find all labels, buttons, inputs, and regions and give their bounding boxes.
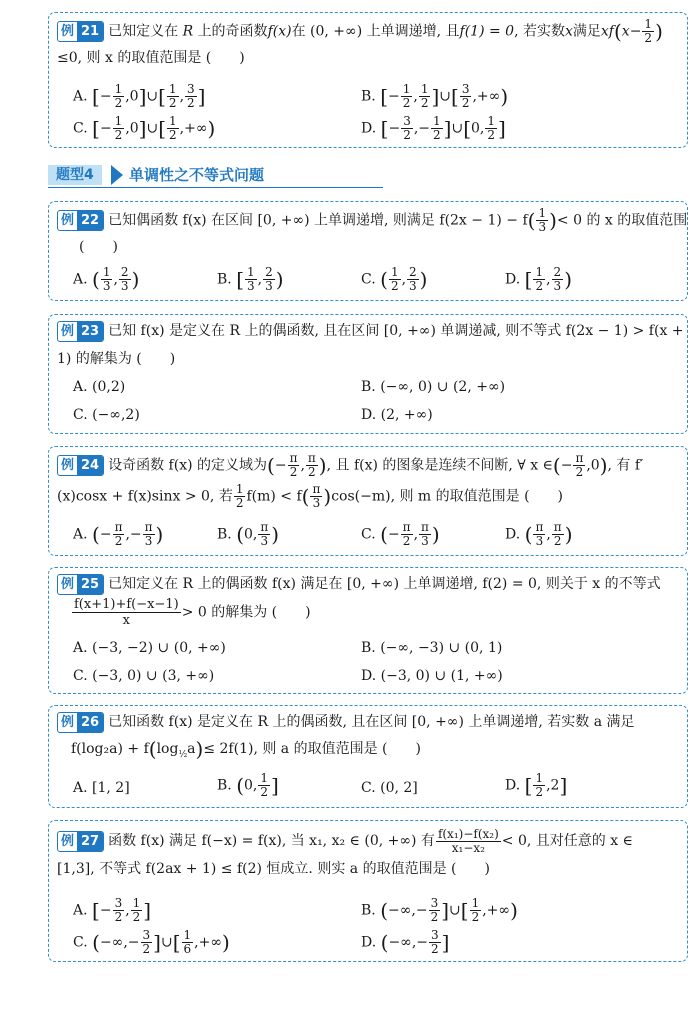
problem-27 — [48, 820, 688, 962]
example-tag: 例 24 — [57, 455, 104, 476]
example-tag: 例 26 — [57, 712, 104, 733]
option-b[interactable]: B. [− $\frac{1}{2}$ , $\frac{1}{2}$ ]∪[ $\frac{3}{2}$ ,+∞) — [361, 82, 509, 110]
problem-26 — [48, 705, 688, 808]
example-tag: 例 25 — [57, 574, 104, 595]
section-label: 题型4 — [48, 165, 102, 185]
problem-24-stem-line1: 例 24 设奇函数 f(x) 的定义域为(− $\frac{\pi}{2}$ , $\frac{\pi}{2}$ ), 且 f(x) 的图象是连续不间断, ∀ x ∈(− $\frac{\pi}{2}$ ,0), 有 f′ — [57, 452, 679, 479]
problem-25-stem-line2: $\frac{f(x+1)+f(-x-1)}{x}$ > 0 的解集为 ( ) — [74, 597, 311, 628]
option-b[interactable]: B. (−∞, 0) ∪ (2, +∞) — [361, 379, 506, 395]
option-a[interactable]: A. [− $\frac{1}{2}$ ,0]∪[ $\frac{1}{2}$ , $\frac{3}{2}$ ] — [73, 82, 206, 110]
option-d[interactable]: D. [− $\frac{3}{2}$ ,− $\frac{1}{2}$ ]∪[0, $\frac{1}{2}$ ] — [361, 114, 506, 142]
section-title: 单调性之不等式问题 — [129, 166, 265, 184]
problem-24 — [48, 446, 688, 556]
option-a[interactable]: A. ( $\frac{1}{3}$ , $\frac{2}{3}$ ) — [73, 265, 140, 293]
option-a[interactable]: A. (0,2) — [73, 379, 126, 395]
problem-22-stem-line1: 例 22 已知偶函数 f(x) 在区间 [0, +∞) 上单调递增, 则满足 f(2x − 1) − f( $\frac{1}{3}$ )< 0 的 x 的取值范围 — [57, 207, 679, 234]
problem-21-stem-line2: ≤0, 则 x 的取值范围是 ( ) — [57, 50, 245, 66]
option-b[interactable]: B. [ $\frac{1}{3}$ , $\frac{2}{3}$ ) — [217, 265, 284, 293]
problem-27-stem-line2: [1,3], 不等式 f(2ax + 1) ≤ f(2) 恒成立. 则实 a 的取值范围是 ( ) — [57, 861, 490, 877]
example-tag: 例 23 — [57, 321, 104, 342]
problem-27-stem-line1: 例 27 函数 f(x) 满足 f(−x) = f(x), 当 x₁, x₂ ∈ (0, +∞) 有 $\frac{\text{f(x₁)−f(x₂)}}{\text{x₁−x₂}}$ < 0, 且对任意的 x ∈ — [57, 826, 679, 856]
problem-26-stem-line2: $f(\log_2a) + f(\log_{\frac{1}{2}}a)\le 2f(1)$, 则 a 的取值范围是 ( ) — [71, 737, 421, 761]
option-a[interactable]: A. [− $\frac{3}{2}$ , $\frac{1}{2}$ ] — [73, 896, 152, 924]
option-b[interactable]: B. (−∞, −3) ∪ (0, 1) — [361, 640, 503, 656]
option-c[interactable]: C. ( $\frac{1}{2}$ , $\frac{2}{3}$ ) — [361, 265, 428, 293]
problem-22-stem-line2: ( ) — [79, 239, 118, 255]
problem-24-stem-line2: (x)cosx + f(x)sinx > 0, 若 $\frac{1}{2}$ f(m) < f( $\frac{\pi}{3}$ )cos(−m), 则 m 的取值范围是 ( ) — [57, 482, 564, 510]
option-a[interactable]: A. [1, 2] — [73, 780, 130, 796]
problem-25 — [48, 567, 688, 694]
option-b[interactable]: B. (0, $\frac{1}{2}$ ] — [217, 771, 279, 799]
option-b[interactable]: B. (0, $\frac{\pi}{3}$ ) — [217, 520, 280, 548]
section-header — [48, 163, 383, 188]
option-c[interactable]: C. (0, 2] — [361, 780, 418, 796]
option-c[interactable]: C. [− $\frac{1}{2}$ ,0]∪[ $\frac{1}{2}$ ,+∞) — [73, 114, 216, 142]
section-arrow-icon — [111, 165, 123, 185]
problem-25-stem-line1: 例 25 已知定义在 R 上的偶函数 f(x) 满足在 [0, +∞) 上单调递增, f(2) = 0, 则关于 x 的不等式 — [57, 573, 679, 595]
option-a[interactable]: A. (− $\frac{\pi}{2}$ ,− $\frac{\pi}{3}$ ) — [73, 520, 164, 548]
example-tag: 例 22 — [57, 210, 104, 231]
option-d[interactable]: D. ( $\frac{\pi}{3}$ , $\frac{\pi}{2}$ ) — [505, 520, 573, 548]
problem-23-stem-line2: 1) 的解集为 ( ) — [57, 351, 176, 367]
option-c[interactable]: C. (− $\frac{\pi}{2}$ , $\frac{\pi}{3}$ ) — [361, 520, 440, 548]
problem-23 — [48, 314, 688, 434]
example-tag: 例 27 — [57, 831, 104, 852]
problem-26-stem-line1: 例 26 已知函数 f(x) 是定义在 R 上的偶函数, 且在区间 [0, +∞) 上单调递增, 若实数 a 满足 — [57, 711, 679, 733]
problem-22 — [48, 201, 688, 301]
option-d[interactable]: D. (−∞,− $\frac{3}{2}$ ] — [361, 928, 450, 956]
problem-21-stem-line1: 例 21 已知定义在 R 上的奇函数f(x)在 (0, +∞) 上单调递增, 且f(1) = 0, 若实数x满足xf(x− $\frac{1}{2}$ ) — [57, 18, 679, 45]
option-d[interactable]: D. (−3, 0) ∪ (1, +∞) — [361, 668, 503, 684]
option-a[interactable]: A. (−3, −2) ∪ (0, +∞) — [73, 640, 226, 656]
option-b[interactable]: B. (−∞,− $\frac{3}{2}$ ]∪[ $\frac{1}{2}$ ,+∞) — [361, 896, 518, 924]
option-d[interactable]: D. [ $\frac{1}{2}$ ,2] — [505, 771, 568, 799]
option-c[interactable]: C. (−∞,− $\frac{3}{2}$ ]∪[ $\frac{1}{6}$ ,+∞) — [73, 928, 230, 956]
problem-23-stem-line1: 例 23 已知 f(x) 是定义在 R 上的偶函数, 且在区间 [0, +∞) 单调递减, 则不等式 f(2x − 1) > f(x + — [57, 320, 679, 342]
example-tag: 例 21 — [57, 21, 104, 42]
option-c[interactable]: C. (−3, 0) ∪ (3, +∞) — [73, 668, 215, 684]
problem-21 — [48, 12, 688, 148]
option-d[interactable]: D. (2, +∞) — [361, 407, 433, 423]
option-c[interactable]: C. (−∞,2) — [73, 407, 140, 423]
option-d[interactable]: D. [ $\frac{1}{2}$ , $\frac{2}{3}$ ) — [505, 265, 572, 293]
